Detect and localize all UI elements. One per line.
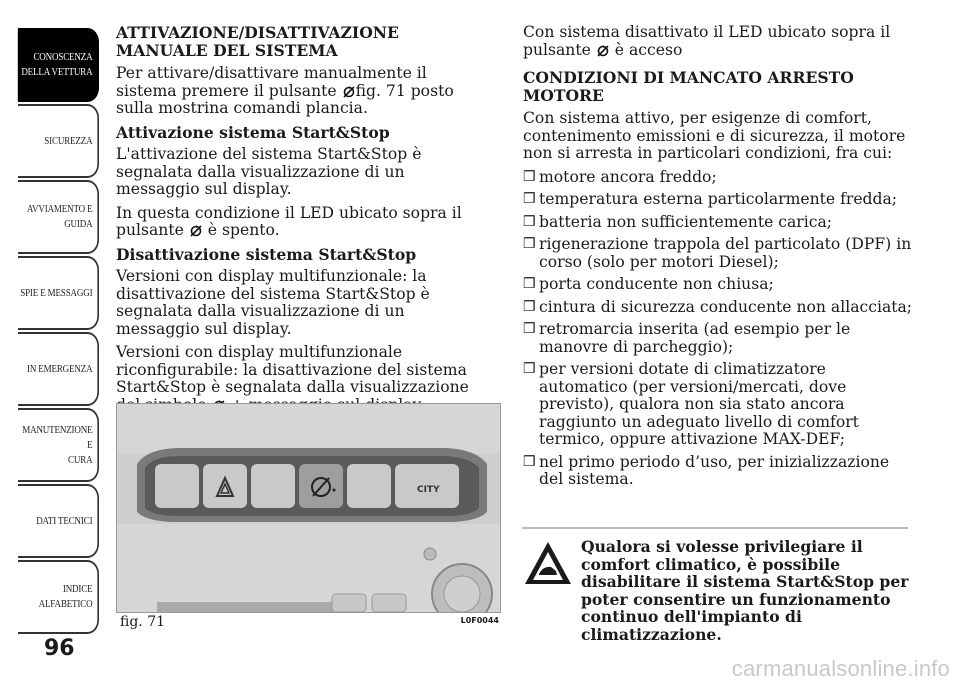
tab-dati-tecnici[interactable]: [18, 484, 99, 558]
city-label: CITY: [417, 485, 440, 495]
tab-spie-e-messaggi[interactable]: [18, 256, 99, 330]
figure-caption: fig. 71: [120, 614, 166, 630]
right-column: [523, 24, 913, 494]
warning-triangle-icon: [523, 540, 573, 586]
list-item-text: motore ancora freddo;: [539, 167, 717, 186]
list-item: [523, 321, 913, 356]
list-item-text: nel primo periodo d’uso, per inizializzazione del sistema.: [539, 452, 890, 488]
tab-manutenzione-e-cura[interactable]: [18, 408, 99, 482]
separator-line: [522, 527, 908, 529]
start-stop-icon: [597, 44, 609, 57]
section-heading: CONDIZIONI DI MANCATO ARRESTO MOTORE: [523, 68, 854, 105]
checkbox-bullet-icon: ❒: [523, 236, 536, 252]
start-stop-icon: [343, 85, 355, 98]
list-item-text: temperatura esterna particolarmente fredda;: [539, 190, 898, 208]
paragraph: Versioni con display multifunzionale: la disattivazione del sistema Start&Stop è segnalata dalla visualizzazione di un messaggio sul display.: [116, 267, 430, 338]
list-item: [523, 454, 913, 489]
tab-label: SICUREZZA: [44, 134, 93, 147]
tab-indice-alfabetico[interactable]: [18, 560, 99, 634]
text: Per attivare/disattivare manualmente il sistema premere il pulsante: [116, 64, 427, 100]
paragraph: L'attivazione del sistema Start&Stop è segnalata dalla visualizzazione di un messaggio sul display.: [116, 145, 422, 198]
checkbox-bullet-icon: ❒: [523, 168, 536, 185]
list-item: [523, 169, 913, 187]
tab-label: SPIE E MESSAGGI: [20, 286, 93, 299]
warning-text: Qualora si volesse privilegiare il comfort climatico, è possibile disabilitare il sistema Start&Stop per poter consentire un funzionamento continuo dell'impianto di climatizzazione.: [581, 537, 909, 644]
list-item: [523, 191, 913, 209]
list-item-text: cintura di sicurezza conducente non allacciata;: [539, 297, 913, 316]
tab-label: IN EMERGENZA: [27, 362, 93, 375]
list-item-text: retromarcia inserita (ad esempio per le manovre di parcheggio);: [539, 320, 851, 356]
paragraph: [116, 65, 492, 118]
list-item-text: rigenerazione trappola del particolato (DPF) in corso (solo per motori Diesel);: [539, 235, 912, 271]
text: è acceso: [614, 40, 683, 59]
tab-label: INDICE ALFABETICO: [38, 583, 93, 610]
list-item: [523, 361, 913, 449]
checkbox-bullet-icon: ❒: [523, 276, 536, 292]
warning-note: [523, 538, 913, 643]
checkbox-bullet-icon: ❒: [523, 298, 536, 315]
text: è spento.: [207, 221, 280, 239]
checkbox-bullet-icon: ❒: [523, 453, 536, 470]
list-item-text: porta conducente non chiusa;: [539, 275, 774, 293]
list-item: [523, 236, 913, 271]
checkbox-bullet-icon: ❒: [523, 321, 536, 337]
dashboard-controls-illustration: [116, 403, 501, 613]
chapter-sidebar: [0, 28, 99, 636]
start-stop-icon: [190, 224, 202, 237]
text: Versioni con display multifunzionale riconfigurabile: la disattivazione del sistema Start&Stop è segnalata dalla visualizzazione: [116, 343, 469, 396]
figure-71: [116, 403, 501, 630]
page-number: 96: [44, 636, 75, 661]
dashboard-illustration-svg: [117, 404, 500, 612]
list-item-text: per versioni dotate di climatizzatore automatico (per versioni/mercati, dove previsto), qualora non sia stato ancora raggiunto un adeguato livello di comfort termico, oppure attivazione MAX-DEF;: [539, 360, 859, 448]
checkbox-bullet-icon: ❒: [523, 191, 536, 207]
tab-sicurezza[interactable]: [18, 104, 99, 178]
figure-code: L0F0044: [460, 616, 499, 625]
subheading-activation: Attivazione sistema Start&Stop: [116, 122, 390, 142]
left-column: [116, 24, 492, 420]
text: Con sistema disattivato il LED ubicato sopra il pulsante: [523, 23, 891, 59]
tab-label: DATI TECNICI: [36, 514, 93, 527]
tab-avviamento-e-guida[interactable]: [18, 180, 99, 254]
text: fig. 71 posto sulla mostrina comandi plancia.: [116, 81, 454, 117]
paragraph: [116, 205, 492, 240]
tab-label: CONOSCENZA DELLA VETTURA: [21, 51, 93, 78]
tab-label: AVVIAMENTO E GUIDA: [26, 203, 93, 230]
paragraph: [523, 24, 913, 59]
list-item-text: batteria non sufficientemente carica;: [539, 212, 833, 231]
tab-conoscenza-della-vettura[interactable]: [18, 28, 99, 102]
section-heading: ATTIVAZIONE/DISATTIVAZIONE MANUALE DEL SISTEMA: [116, 23, 399, 60]
paragraph: Con sistema attivo, per esigenze di comfort, contenimento emissioni e di sicurezza, il motore non si arresta in particolari condizioni, fra cui:: [523, 109, 906, 162]
tab-in-emergenza[interactable]: [18, 332, 99, 406]
conditions-list: [523, 169, 913, 489]
checkbox-bullet-icon: ❒: [523, 361, 536, 377]
checkbox-bullet-icon: ❒: [523, 213, 536, 230]
text: In questa condizione il LED ubicato sopra il pulsante: [116, 203, 462, 239]
list-item: [523, 299, 913, 317]
subheading-deactivation: Disattivazione sistema Start&Stop: [116, 244, 417, 264]
list-item: [523, 276, 913, 294]
list-item: [523, 214, 913, 232]
tab-label: MANUTENZIONE E CURA: [22, 423, 93, 466]
watermark: carmanualsonline.info: [731, 656, 950, 681]
